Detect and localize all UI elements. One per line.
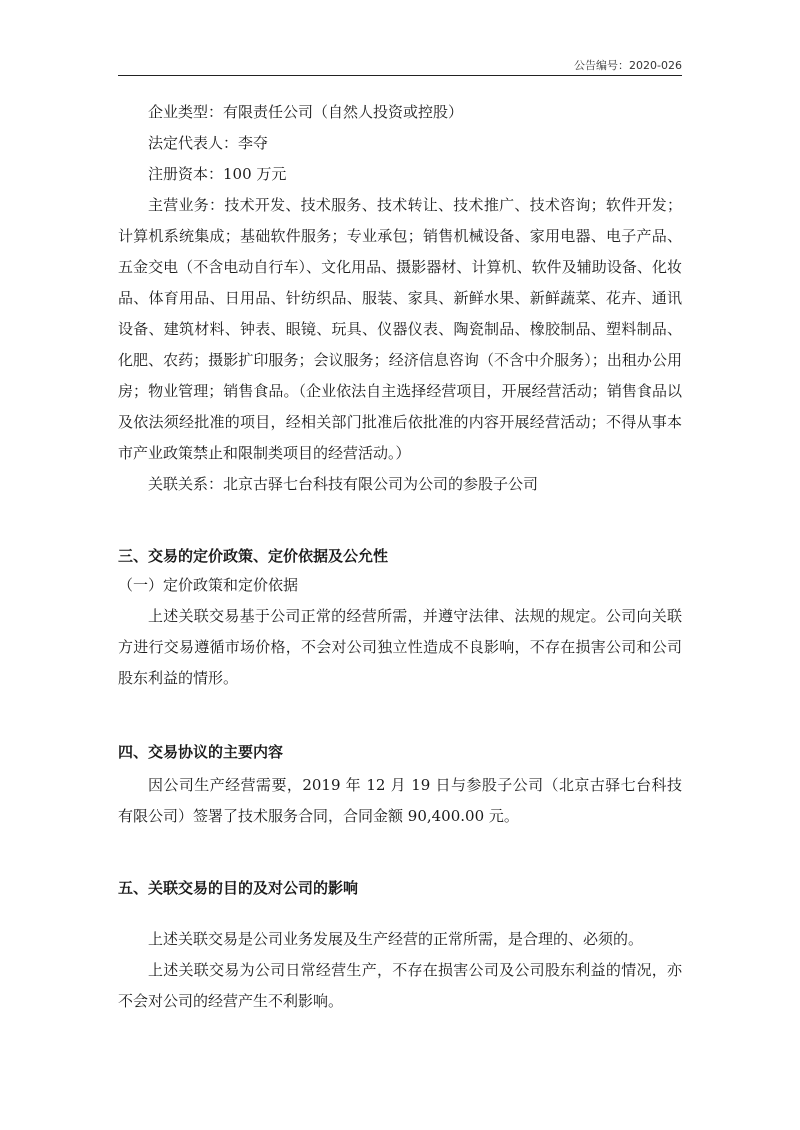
section-3-subheading: （一）定价政策和定价依据 bbox=[118, 576, 299, 594]
section-5-paragraph-2: 上述关联交易为公司日常经营生产，不存在损害公司及公司股东利益的情况，亦不会对公司的经营产生不利影响。 bbox=[118, 961, 682, 1010]
section-4-heading: 四、交易协议的主要内容 bbox=[118, 743, 284, 761]
company-type: 企业类型：有限责任公司（自然人投资或控股） bbox=[148, 103, 464, 121]
related-relationship: 关联关系：北京古驿七台科技有限公司为公司的参股子公司 bbox=[148, 475, 539, 493]
section-5-heading: 五、关联交易的目的及对公司的影响 bbox=[118, 879, 359, 897]
section-3-paragraph: 上述关联交易基于公司正常的经营所需，并遵守法律、法规的规定。公司向关联方进行交易遵循市场价格，不会对公司独立性造成不良影响，不存在损害公司和公司股东利益的情形。 bbox=[118, 607, 682, 687]
main-business: 主营业务：技术开发、技术服务、技术转让、技术推广、技术咨询；软件开发；计算机系统集成；基础软件服务；专业承包；销售机械设备、家用电器、电子产品、五金交电（不含电动自行车）、文化用品、摄影器材、计算机、软件及辅助设备、化妆品、体育用品、日用品、针纺织品、服装、家具、新鲜水果、新鲜蔬菜、花卉、通讯设备、建筑材料、钟表、眼镜、玩具、仪器仪表、陶瓷制品、橡胶制品、塑料制品、化肥、农药；摄影扩印服务；会议服务；经济信息咨询（不含中介服务）；出租办公用房；物业管理；销售食品。（企业依法自主选择经营项目，开展经营活动；销售食品以及依法须经批准的项目，经相关部门批准后依批准的内容开展经营活动；不得从事本市产业政策禁止和限制类项目的经营活动。） bbox=[118, 196, 682, 462]
section-4-paragraph: 因公司生产经营需要，2019 年 12 月 19 日与参股子公司（北京古驿七台科技有限公司）签署了技术服务合同，合同金额 90,400.00 元。 bbox=[118, 776, 682, 825]
header-divider bbox=[118, 75, 682, 76]
registered-capital: 注册资本：100 万元 bbox=[148, 165, 287, 183]
section-5-paragraph-1: 上述关联交易是公司业务发展及生产经营的正常所需，是合理的、必须的。 bbox=[148, 930, 644, 948]
legal-representative: 法定代表人：李夺 bbox=[148, 134, 269, 152]
document-body bbox=[118, 97, 682, 1017]
section-3-heading: 三、交易的定价政策、定价依据及公允性 bbox=[118, 547, 389, 565]
notice-number: 公告编号：2020-026 bbox=[574, 59, 682, 72]
